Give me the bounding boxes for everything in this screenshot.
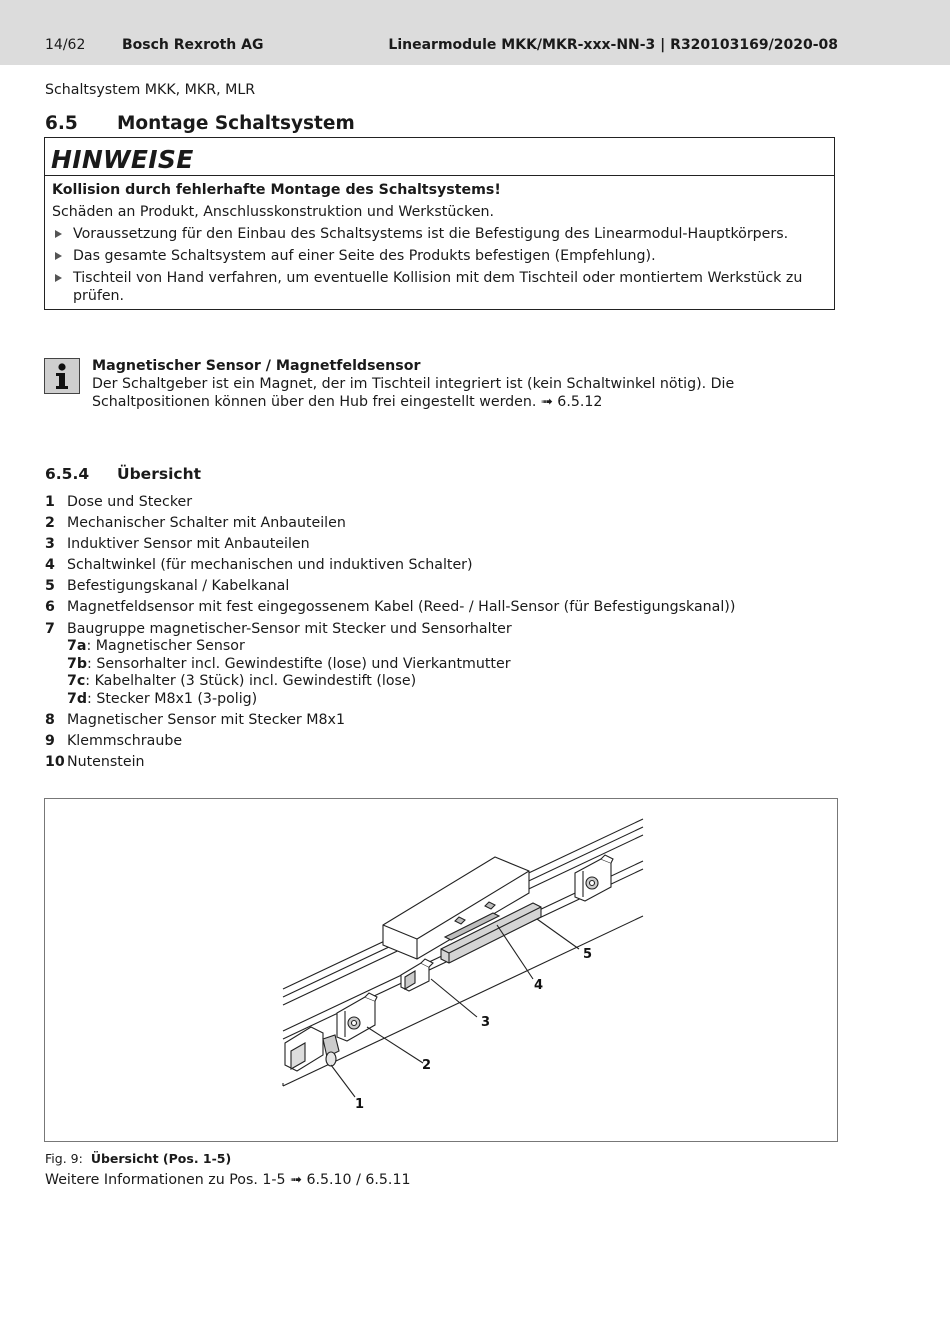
notice-heading: Kollision durch fehlerhafte Montage des Schaltsystems! (52, 182, 501, 198)
section-title: Montage Schaltsystem (117, 113, 355, 134)
list-item (45, 712, 845, 730)
item-number: 6 (45, 599, 55, 616)
list-item (45, 599, 845, 617)
notice-text: Schäden an Produkt, Anschlusskonstruktion und Werkstücken. (52, 204, 495, 220)
callout-5: 5 (583, 947, 593, 962)
figure-caption (45, 1151, 231, 1166)
notice-bullet: Tischteil von Hand verfahren, um eventuelle Kollision mit dem Tischteil oder montiertem Werkstück zu prüfen. (52, 269, 834, 305)
subsection-heading (45, 465, 201, 483)
sub-item-text: : Kabelhalter (3 Stück) incl. Gewindestift (lose) (85, 673, 417, 690)
caption-title: Übersicht (Pos. 1-5) (90, 1151, 232, 1166)
callout-2: 2 (422, 1058, 432, 1073)
switching-system-drawing (45, 799, 837, 1141)
sub-item (67, 656, 845, 674)
item-text: Magnetfeldsensor mit fest eingegossenem Kabel (Reed- / Hall-Sensor (für Befestigungskanal)) (67, 599, 736, 616)
sub-item-key: 7b (67, 655, 88, 672)
item-number: 10 (45, 753, 65, 770)
section-heading (45, 113, 355, 134)
item-number: 9 (45, 732, 55, 749)
notice-body (45, 176, 834, 305)
sub-item-key: 7a (67, 638, 87, 655)
item-number: 4 (45, 557, 55, 574)
item-number: 7 (45, 620, 55, 637)
sub-item-key: 7c (67, 673, 86, 690)
callout-1: 1 (355, 1097, 365, 1112)
item-text: Schaltwinkel (für mechanischen und induktiven Schalter) (67, 557, 473, 574)
section-number: 6.5 (45, 113, 78, 134)
list-item (45, 557, 845, 575)
notice-bullet: Voraussetzung für den Einbau des Schaltsystems ist die Befestigung des Linearmodul-Hauptkörpers. (52, 225, 834, 243)
list-item (45, 536, 845, 554)
list-item (45, 754, 845, 772)
sub-item-text: : Stecker M8x1 (3-polig) (87, 690, 258, 707)
sub-item (67, 691, 845, 709)
subsection-title: Übersicht (117, 465, 202, 483)
page-number: 14/62 (45, 37, 86, 53)
callout-4: 4 (534, 978, 544, 993)
sub-item (67, 673, 845, 691)
info-icon (44, 358, 80, 394)
overview-list (45, 494, 845, 775)
notice-title: HINWEISE (45, 138, 834, 176)
item-text: Mechanischer Schalter mit Anbauteilen (67, 515, 346, 532)
item-text: Klemmschraube (67, 732, 183, 749)
sub-item (67, 638, 845, 656)
sub-item-text: : Magnetischer Sensor (86, 638, 245, 655)
item-number: 5 (45, 578, 55, 595)
item-text: Befestigungskanal / Kabelkanal (67, 578, 290, 595)
figure-frame (44, 798, 838, 1142)
page-header (0, 0, 950, 65)
list-item (45, 578, 845, 596)
list-item (45, 733, 845, 751)
notice-bullet: Das gesamte Schaltsystem auf einer Seite des Produkts befestigen (Empfehlung). (52, 247, 834, 265)
item-text: Nutenstein (67, 753, 145, 770)
notice-box (44, 137, 835, 310)
item-text: Dose und Stecker (67, 494, 193, 510)
item-number: 2 (45, 515, 55, 532)
callout-3: 3 (481, 1015, 491, 1030)
info-title: Magnetischer Sensor / Magnetfeldsensor (92, 358, 421, 374)
list-item (45, 621, 845, 709)
item-number: 3 (45, 536, 55, 553)
subsection-number: 6.5.4 (45, 465, 90, 483)
sub-item-key: 7d (67, 690, 88, 707)
list-item (45, 515, 845, 533)
item-text: Induktiver Sensor mit Anbauteilen (67, 536, 310, 553)
further-info: Weitere Informationen zu Pos. 1-5 ➟ 6.5.10 / 6.5.11 (45, 1172, 411, 1188)
item-text: Baugruppe magnetischer-Sensor mit Stecker und Sensorhalter (67, 620, 512, 637)
item-number: 8 (45, 711, 55, 728)
item-number: 1 (45, 494, 55, 510)
company-name: Bosch Rexroth AG (122, 37, 264, 53)
info-text: Der Schaltgeber ist ein Magnet, der im Tischteil integriert ist (kein Schaltwinkel nötig). Die Schaltpositionen können über den Hub frei eingestellt werden. ➟ 6.5.12 (92, 376, 735, 410)
chapter-context: Schaltsystem MKK, MKR, MLR (45, 82, 256, 98)
sub-item-text: : Sensorhalter incl. Gewindestifte (lose) und Vierkantmutter (87, 655, 511, 672)
document-title: Linearmodule MKK/MKR-xxx-NN-3 | R320103169/2020-08 (388, 37, 838, 53)
info-block (92, 357, 822, 411)
item-text: Magnetischer Sensor mit Stecker M8x1 (67, 711, 345, 728)
list-item (45, 494, 845, 512)
caption-label: Fig. 9: (45, 1151, 83, 1166)
